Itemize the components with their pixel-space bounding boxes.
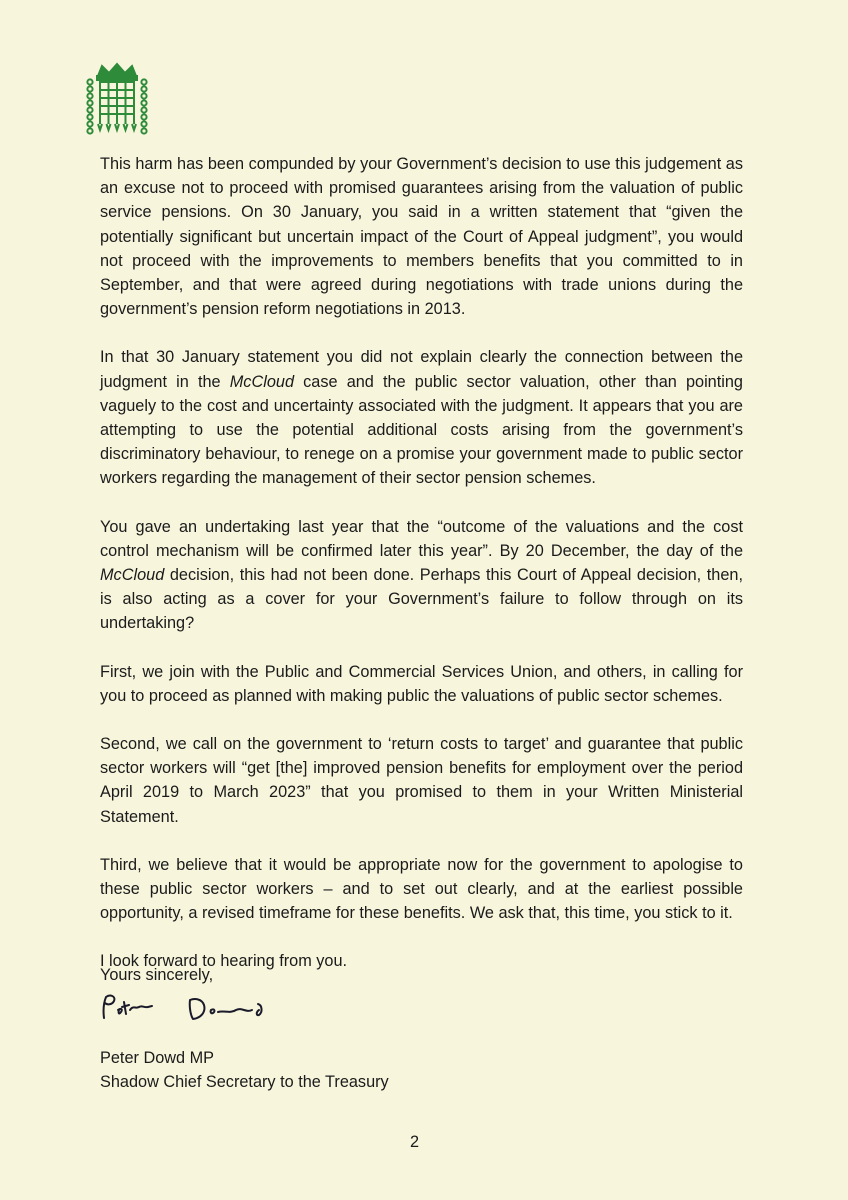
paragraph-text: Third, we believe that it would be appropriate now for the government to apologise to these public sector workers – and to set out clearly, and at the earliest possible opportunity, a revised timeframe for these benefits. We ask that, this time, you stick to it.	[100, 855, 743, 923]
signature-block	[100, 1046, 389, 1094]
letter-paragraph	[100, 152, 743, 321]
paragraph-text: case and the public sector valuation, other than pointing vaguely to the cost and uncertainty associated with the judgment. It appears that you are attempting to use the potential additional costs arising from the government’s discriminatory behaviour, to renege on a promise your government made to public sector workers regarding the management of their sector pension schemes.	[100, 372, 743, 488]
paragraph-text: First, we join with the Public and Commercial Services Union, and others, in calling for you to proceed as planned with making public the valuations of public sector schemes.	[100, 662, 743, 705]
paragraph-text: decision, this had not been done. Perhaps this Court of Appeal decision, then, is also acting as a cover for your Government’s failure to follow through on its undertaking?	[100, 566, 743, 633]
closing-salutation: Yours sincerely,	[100, 966, 214, 984]
letter-paragraph	[100, 660, 743, 708]
letter-paragraph	[100, 515, 743, 636]
signatory-title: Shadow Chief Secretary to the Treasury	[100, 1073, 389, 1091]
paragraph-text: I look forward to hearing from you.	[100, 952, 348, 971]
case-name-italic: McCloud	[100, 566, 165, 585]
signatory-name: Peter Dowd MP	[100, 1049, 215, 1067]
paragraph-text: Second, we call on the government to ‘return costs to target’ and guarantee that public sector workers will “get [the] improved pension benefits for employment over the period April 2019 to March 2023” that you promised to them in your Written Ministerial Statement.	[100, 735, 743, 826]
letter-paragraph	[100, 732, 743, 829]
page-number: 2	[410, 1133, 420, 1151]
paragraph-text: You gave an undertaking last year that the “outcome of the valuations and the cost control mechanism will be confirmed later this year”. By 20 December, the day of the	[100, 517, 743, 560]
letter-paragraph	[100, 853, 743, 926]
handwritten-signature	[96, 988, 286, 1028]
letter-paragraph	[100, 345, 743, 490]
paragraph-text: In that 30 January statement you did not explain clearly the connection between the judgment in the	[100, 348, 743, 391]
case-name-italic: McCloud	[229, 372, 294, 391]
portcullis-crest-icon	[84, 62, 150, 136]
letter-body	[100, 152, 743, 998]
paragraph-text: This harm has been compunded by your Government’s decision to use this judgement as an excuse not to proceed with promised guarantees arising from the valuation of public service pensions. On 30 January, you said in a written statement that “given the potentially significant but uncertain impact of the Court of Appeal judgment”, you would not proceed with the improvements to members benefits that you committed to in September, and that were agreed during negotiations with trade unions during the government’s pension reform negotiations in 2013.	[100, 155, 743, 319]
